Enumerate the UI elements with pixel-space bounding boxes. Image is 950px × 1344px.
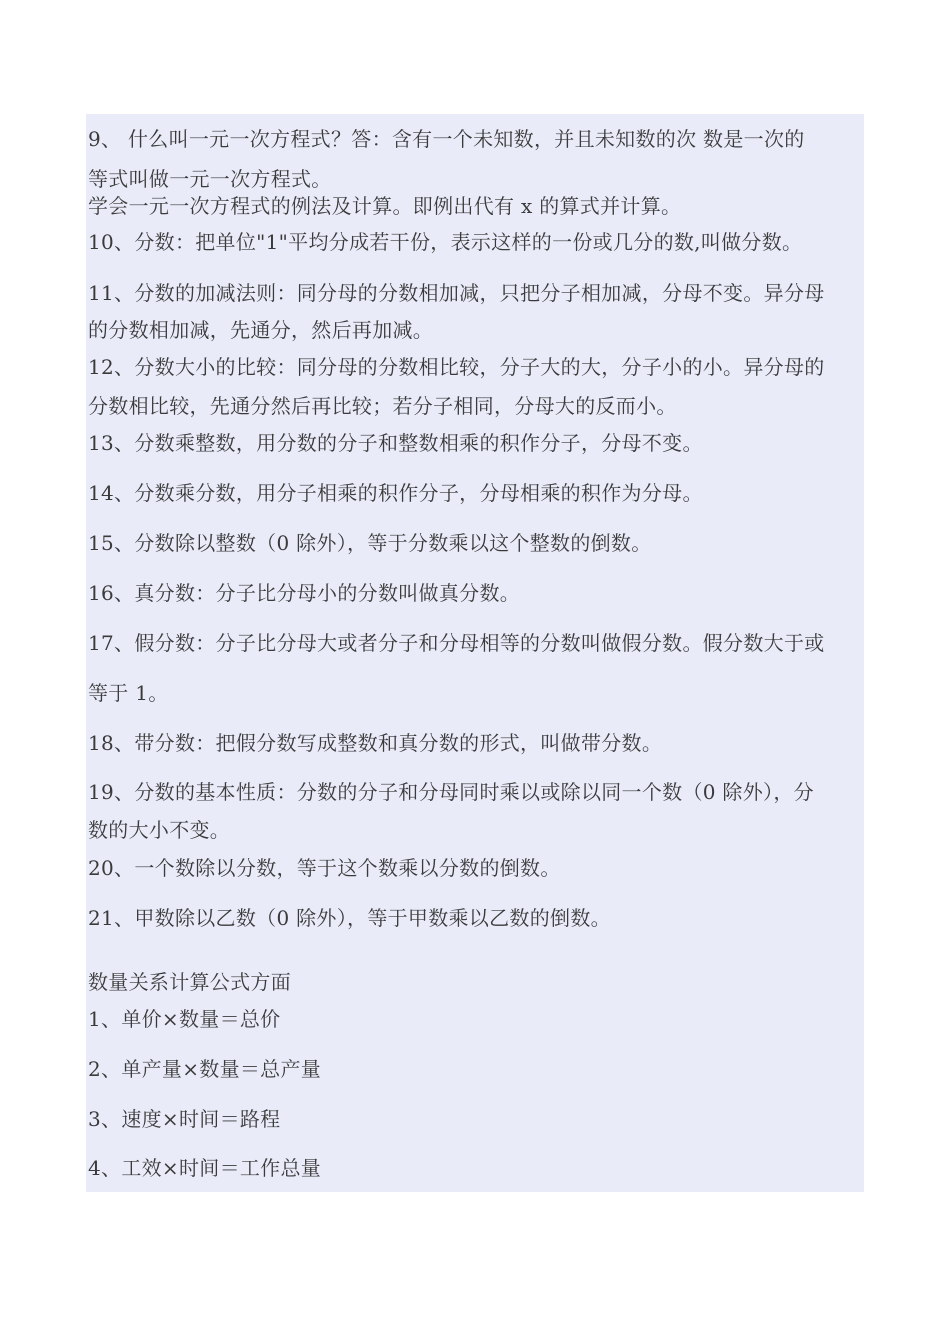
text-line-q11: 11、分数的加减法则：同分母的分数相加减，只把分子相加减，分母不变。异分母	[88, 281, 825, 305]
text-line-q17: 17、假分数：分子比分母大或者分子和分母相等的分数叫做假分数。假分数大于或	[88, 631, 825, 655]
formula-line-4: 4、工效×时间＝工作总量	[88, 1156, 322, 1180]
text-line-q16: 16、真分数：分子比分母小的分数叫做真分数。	[88, 581, 521, 605]
text-line-q21: 21、甲数除以乙数（0 除外），等于甲数乘以乙数的倒数。	[88, 906, 611, 930]
text-line-q9: 9、 什么叫一元一次方程式？答：含有一个未知数，并且未知数的次 数是一次的	[88, 127, 805, 151]
text-line-q17-cont: 等于 1。	[88, 681, 169, 705]
formula-line-1: 1、单价×数量＝总价	[88, 1007, 281, 1031]
text-line-q18: 18、带分数：把假分数写成整数和真分数的形式，叫做带分数。	[88, 731, 663, 755]
text-line-q20: 20、一个数除以分数，等于这个数乘以分数的倒数。	[88, 856, 561, 880]
text-line-q19: 19、分数的基本性质：分数的分子和分母同时乘以或除以同一个数（0 除外），分	[88, 780, 814, 804]
section-heading-quantity-relations: 数量关系计算公式方面	[88, 970, 291, 994]
text-line-equation-method: 学会一元一次方程式的例法及计算。即例出代有 x 的算式并计算。	[88, 194, 682, 218]
text-line-q11-cont: 的分数相加减，先通分，然后再加减。	[88, 318, 434, 342]
text-line-q19-cont: 数的大小不变。	[88, 818, 231, 842]
text-line-q12: 12、分数大小的比较：同分母的分数相比较，分子大的大，分子小的小。异分母的	[88, 355, 825, 379]
formula-line-2: 2、单产量×数量＝总产量	[88, 1057, 322, 1081]
text-line-q9-cont: 等式叫做一元一次方程式。	[88, 167, 332, 191]
formula-line-3: 3、速度×时间＝路程	[88, 1107, 281, 1131]
text-line-q10: 10、分数：把单位"1"平均分成若干份，表示这样的一份或几分的数,叫做分数。	[88, 230, 803, 254]
text-line-q15: 15、分数除以整数（0 除外），等于分数乘以这个整数的倒数。	[88, 531, 652, 555]
text-line-q13: 13、分数乘整数，用分数的分子和整数相乘的积作分子，分母不变。	[88, 431, 703, 455]
text-line-q12-cont: 分数相比较，先通分然后再比较；若分子相同，分母大的反而小。	[88, 394, 677, 418]
text-line-q14: 14、分数乘分数，用分子相乘的积作分子，分母相乘的积作为分母。	[88, 481, 703, 505]
